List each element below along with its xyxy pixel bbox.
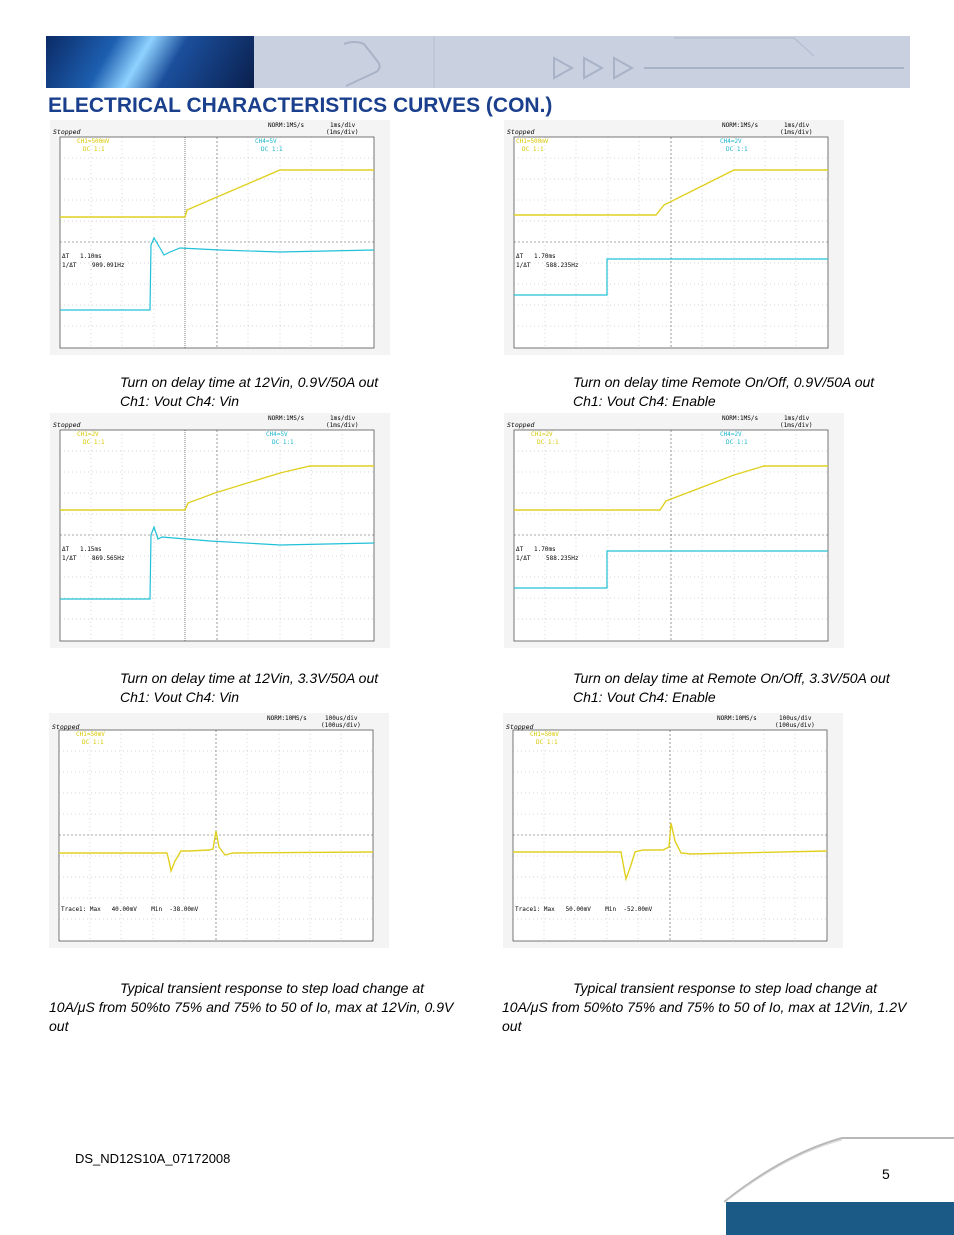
figure-caption	[573, 373, 874, 411]
scope-status: Stopped	[507, 421, 535, 429]
scope-div2: (1ms/div)	[780, 129, 813, 136]
scope-ch4: CH4=5V	[266, 431, 288, 438]
figure-caption	[120, 373, 378, 411]
caption-line: Typical transient response to step load change at	[573, 980, 878, 996]
scope-ch4-coupling: DC 1:1	[261, 146, 283, 153]
caption-line: Ch1: Vout Ch4: Enable	[573, 689, 716, 705]
caption-line: Turn on delay time at Remote On/Off, 3.3V/50A out	[573, 670, 890, 686]
scope-ch4: CH4=2V	[720, 431, 742, 438]
figure-caption	[49, 979, 469, 1036]
scope-norm: NORM:10MS/s	[267, 715, 307, 722]
scope-screen	[49, 713, 389, 948]
scope-norm: NORM:10MS/s	[717, 715, 757, 722]
caption-line: 10A/μS from 50%to 75% and 75% to 50 of Io, max at 12Vin, 0.9V	[49, 999, 454, 1015]
scope-ch4-coupling: DC 1:1	[726, 439, 748, 446]
scope-status: Stopped	[507, 128, 535, 136]
scope-dt-label: ΔT	[516, 546, 524, 553]
caption-line: Turn on delay time at 12Vin, 0.9V/50A out	[120, 374, 379, 390]
figure-caption	[502, 979, 922, 1036]
caption-line: out	[49, 1018, 69, 1034]
scope-div: 1ms/div	[784, 122, 810, 129]
scope-norm: NORM:1MS/s	[268, 122, 305, 129]
page-number: 5	[882, 1166, 890, 1182]
scope-div2: (1ms/div)	[326, 129, 359, 136]
caption-line: Ch1: Vout Ch4: Vin	[120, 393, 240, 409]
scope-screen	[50, 413, 390, 648]
scope-dt-value: 1.10ms	[80, 253, 102, 260]
scope-ch4: CH4=5V	[255, 138, 277, 145]
scope-ch4-coupling: DC 1:1	[272, 439, 294, 446]
scope-div2: (1ms/div)	[326, 422, 359, 429]
page-title: ELECTRICAL CHARACTERISTICS CURVES (CON.)	[48, 94, 553, 117]
banner-decoration	[254, 36, 910, 88]
scope-ch1: CH1=2V	[531, 431, 553, 438]
scope-screen	[503, 713, 843, 948]
banner-image	[46, 36, 254, 88]
scope-screen	[504, 120, 844, 355]
scope-dt-label: ΔT	[516, 253, 524, 260]
scope-div: 100us/div	[325, 715, 358, 722]
scope-status: Stopped	[506, 723, 534, 731]
scope-ch1-coupling: DC 1:1	[82, 739, 104, 746]
scope-ch4: CH4=2V	[720, 138, 742, 145]
figure-caption	[120, 669, 378, 707]
scope-screen	[50, 120, 390, 355]
scope-plot	[50, 413, 390, 648]
scope-norm: NORM:1MS/s	[268, 415, 305, 422]
scope-screen	[504, 413, 844, 648]
scope-ch1-coupling: DC 1:1	[522, 146, 544, 153]
scope-div: 1ms/div	[330, 122, 356, 129]
scope-status: Stopped	[52, 723, 80, 731]
scope-ch1-coupling: DC 1:1	[83, 439, 105, 446]
scope-dt-value: 1.70ms	[534, 546, 556, 553]
scope-idt-value: 588.235Hz	[546, 555, 579, 562]
scope-plot	[504, 413, 844, 648]
figure-caption	[573, 669, 890, 707]
scope-ch1: CH1=2V	[77, 431, 99, 438]
scope-ch1: CH1=500mV	[516, 138, 549, 145]
scope-idt-label: 1/ΔT	[516, 555, 531, 562]
header-banner	[46, 36, 910, 88]
scope-trace-stats: Trace1: Max 50.00mV Min -52.00mV	[515, 906, 653, 913]
scope-ch1-coupling: DC 1:1	[537, 439, 559, 446]
scope-trace-stats: Trace1: Max 40.00mV Min -38.00mV	[61, 906, 199, 913]
caption-line: Typical transient response to step load change at	[120, 980, 425, 996]
caption-line: 10A/μS from 50%to 75% and 75% to 50 of Io, max at 12Vin, 1.2V	[502, 999, 907, 1015]
scope-ch1-coupling: DC 1:1	[536, 739, 558, 746]
scope-div: 100us/div	[779, 715, 812, 722]
scope-ch1: CH1=50mV	[530, 731, 559, 738]
scope-idt-label: 1/ΔT	[62, 555, 77, 562]
scope-ch1: CH1=500mV	[77, 138, 110, 145]
scope-div: 1ms/div	[784, 415, 810, 422]
scope-idt-value: 869.565Hz	[92, 555, 125, 562]
scope-idt-label: 1/ΔT	[516, 262, 531, 269]
caption-line: Ch1: Vout Ch4: Enable	[573, 393, 716, 409]
scope-dt-label: ΔT	[62, 546, 70, 553]
scope-div2: (100us/div)	[775, 722, 815, 729]
scope-plot	[504, 120, 844, 355]
scope-plot	[50, 120, 390, 355]
caption-line: Turn on delay time at 12Vin, 3.3V/50A out	[120, 670, 379, 686]
document-id: DS_ND12S10A_07172008	[75, 1151, 231, 1166]
scope-status: Stopped	[53, 128, 81, 136]
scope-idt-value: 909.091Hz	[92, 262, 125, 269]
scope-dt-value: 1.15ms	[80, 546, 102, 553]
scope-ch1-coupling: DC 1:1	[83, 146, 105, 153]
scope-idt-label: 1/ΔT	[62, 262, 77, 269]
caption-line: out	[502, 1018, 522, 1034]
footer-decoration	[724, 1134, 954, 1235]
scope-norm: NORM:1MS/s	[722, 122, 759, 129]
scope-norm: NORM:1MS/s	[722, 415, 759, 422]
scope-div2: (100us/div)	[321, 722, 361, 729]
caption-line: Turn on delay time Remote On/Off, 0.9V/50A out	[573, 374, 875, 390]
scope-dt-label: ΔT	[62, 253, 70, 260]
scope-idt-value: 588.235Hz	[546, 262, 579, 269]
scope-dt-value: 1.70ms	[534, 253, 556, 260]
scope-ch1: CH1=50mV	[76, 731, 105, 738]
scope-ch4-coupling: DC 1:1	[726, 146, 748, 153]
scope-div2: (1ms/div)	[780, 422, 813, 429]
scope-div: 1ms/div	[330, 415, 356, 422]
caption-line: Ch1: Vout Ch4: Vin	[120, 689, 240, 705]
scope-status: Stopped	[53, 421, 81, 429]
